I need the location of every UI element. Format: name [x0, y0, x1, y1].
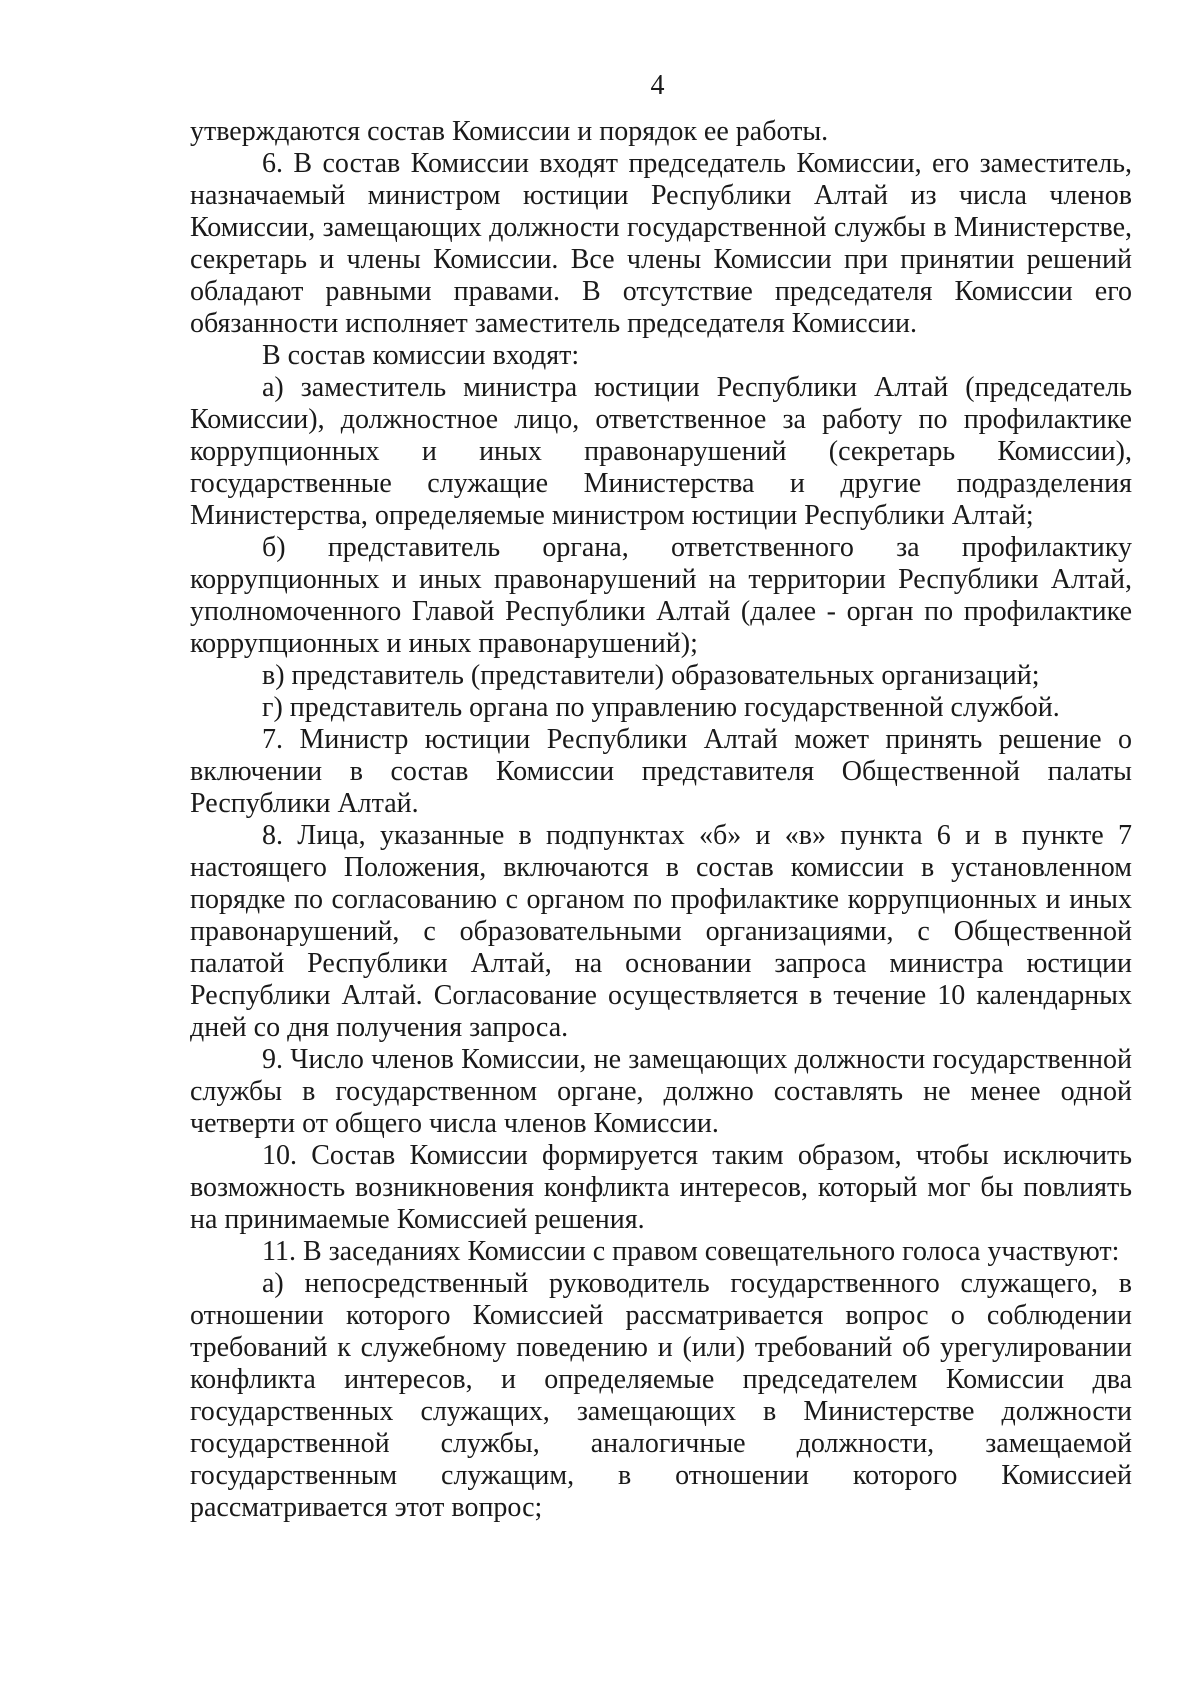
paragraph-item-10: 10. Состав Комиссии формируется таким образом, чтобы исключить возможность возникновения конфликта интересов, который мог бы повлиять на принимаемые Комиссией решения.: [190, 1140, 1132, 1235]
paragraph-item-9: 9. Число членов Комиссии, не замещающих должности государственной службы в государственном органе, должно составлять не менее одной четверти от общего числа членов Комиссии.: [190, 1044, 1132, 1139]
paragraph-subitem-a: а) заместитель министра юстиции Республики Алтай (председатель Комиссии), должностное лицо, ответственное за работу по профилактике коррупционных и иных правонарушений (секретарь Комиссии), государственные служащие Министерства и другие подразделения Министерства, определяемые министром юстиции Республики Алтай;: [190, 372, 1132, 531]
paragraph-subitem-v: в) представитель (представители) образовательных организаций;: [262, 660, 1040, 691]
paragraph-commission-composition: В состав комиссии входят:: [262, 340, 580, 371]
paragraph-subitem-b: б) представитель органа, ответственного за профилактику коррупционных и иных правонарушений на территории Республики Алтай, уполномоченного Главой Республики Алтай (далее - орган по профилактике коррупционных и иных правонарушений);: [190, 532, 1132, 659]
paragraph-continuation: утверждаются состав Комиссии и порядок ее работы.: [190, 116, 829, 147]
page-number: 4: [650, 70, 665, 101]
paragraph-item-8: 8. Лица, указанные в подпунктах «б» и «в» пункта 6 и в пункте 7 настоящего Положения, включаются в состав комиссии в установленном порядке по согласованию с органом по профилактике коррупционных и иных правонарушений, с образовательными организациями, с Общественной палатой Республики Алтай, на основании запроса министра юстиции Республики Алтай. Согласование осуществляется в течение 10 календарных дней со дня получения запроса.: [190, 820, 1132, 1043]
paragraph-item-6: 6. В состав Комиссии входят председатель Комиссии, его заместитель, назначаемый министром юстиции Республики Алтай из числа членов Комиссии, замещающих должности государственной службы в Министерстве, секретарь и члены Комиссии. Все члены Комиссии при принятии решений обладают равными правами. В отсутствие председателя Комиссии его обязанности исполняет заместитель председателя Комиссии.: [190, 148, 1132, 339]
paragraph-subitem-g: г) представитель органа по управлению государственной службой.: [262, 692, 1060, 723]
document-body: [190, 116, 1132, 1524]
paragraph-item-7: 7. Министр юстиции Республики Алтай может принять решение о включении в состав Комиссии представителя Общественной палаты Республики Алтай.: [190, 724, 1132, 819]
paragraph-item-11-a: а) непосредственный руководитель государственного служащего, в отношении которого Комиссией рассматривается вопрос о соблюдении требований к служебному поведению и (или) требований об урегулировании конфликта интересов, и определяемые председателем Комиссии два государственных служащих, замещающих в Министерстве должности государственной службы, аналогичные должности, замещаемой государственным служащим, в отношении которого Комиссией рассматривается этот вопрос;: [190, 1268, 1132, 1523]
paragraph-item-11: 11. В заседаниях Комиссии с правом совещательного голоса участвуют:: [262, 1236, 1120, 1267]
